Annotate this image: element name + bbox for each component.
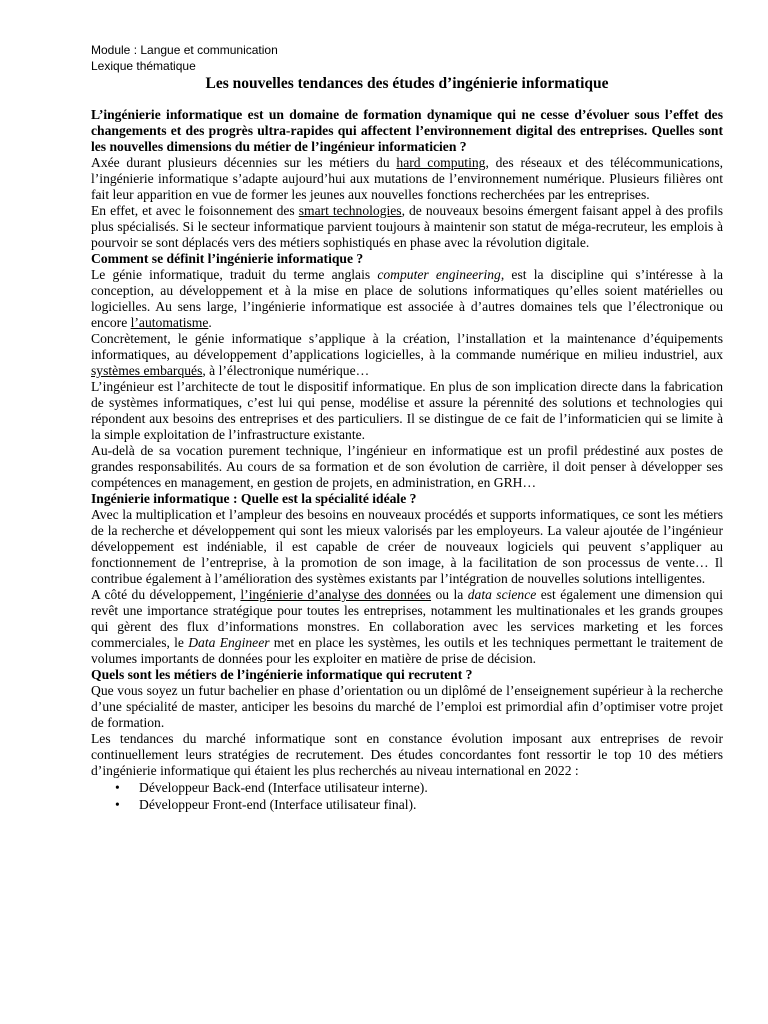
list-item-text: Développeur Back-end (Interface utilisateur interne). bbox=[139, 780, 428, 795]
paragraph-7: Avec la multiplication et l’ampleur des besoins en nouveaux procédés et supports informatiques, ce sont les métiers de la recherche et développement qui sont les mieux valorisés par les employeurs. La valeur ajoutée de l’ingénieur développement est indéniable, il est capable de créer de nouveaux logiciels qui peuvent s’appliquer au fonctionnement de l’entreprise, à la promotion de son image, à la facilitation de son processus de vente… Il contribue également à l’amélioration des systèmes existants par l’intégration de nouvelles solutions intelligentes. bbox=[91, 507, 723, 586]
section-heading-metiers: Quels sont les métiers de l’ingénierie informatique qui recrutent ? bbox=[91, 667, 473, 682]
smart-technologies-link[interactable]: smart technologies bbox=[298, 203, 402, 218]
paragraph-2 bbox=[91, 203, 723, 251]
paragraph-8-text-d: met en place les systèmes, les outils et les techniques permettant le traitement de volumes importants de données pour les exploiter en matière de prise de décision. bbox=[91, 635, 723, 666]
paragraph-8-text-a: A côté du développement, bbox=[91, 587, 241, 602]
analyse-donnees-link[interactable]: l’ingénierie d’analyse des données bbox=[240, 587, 432, 602]
job-list bbox=[91, 779, 723, 813]
paragraph-8-text-c: est également une dimension qui revêt une importance stratégique pour toutes les entreprises, notamment les multinationales et les grands groupes qui gèrent des flux d’informations monstres. En collaboration avec les services marketing et les forces commerciales, le bbox=[91, 587, 723, 650]
module-label: Module : Langue et communication bbox=[91, 43, 278, 57]
list-item bbox=[115, 796, 723, 813]
hard-computing-link[interactable]: hard computing bbox=[396, 155, 486, 170]
paragraph-8-text-b: ou la bbox=[431, 587, 468, 602]
paragraph-3 bbox=[91, 267, 723, 331]
section-heading-definition: Comment se définit l’ingénierie informatique ? bbox=[91, 251, 364, 266]
list-item-text: Développeur Front-end (Interface utilisateur final). bbox=[139, 797, 417, 812]
paragraph-2-text-b: , de nouveaux besoins émergent faisant appel à des profils plus spécialisés. Si le secteur informatique parvient toujours à maintenir son statut de méga-recruteur, les emplois à pourvoir se sont déplacés vers des métiers sophistiqués en phase avec la révolution digitale. bbox=[91, 203, 723, 250]
document-title: Les nouvelles tendances des études d’ingénierie informatique bbox=[205, 75, 609, 92]
bullet-icon: • bbox=[115, 797, 120, 812]
section-heading-specialite: Ingénierie informatique : Quelle est la spécialité idéale ? bbox=[91, 491, 417, 506]
paragraph-8-emphasis-2: Data Engineer bbox=[188, 635, 270, 650]
paragraph-4 bbox=[91, 331, 723, 379]
paragraph-4-text-a: Concrètement, le génie informatique s’applique à la création, l’installation et la maintenance d’équipements informatiques, au développement d’applications logicielles, à la commande numérique en milieu industriel, aux bbox=[91, 331, 723, 362]
paragraph-8 bbox=[91, 587, 723, 667]
paragraph-1 bbox=[91, 155, 723, 203]
paragraph-3-text-c: . bbox=[208, 315, 212, 330]
paragraph-9: Que vous soyez un futur bachelier en phase d’orientation ou un diplômé de l’enseignement supérieur à la recherche d’une spécialité de master, anticiper les besoins du marché de l’emploi est primordial afin d’optimiser votre projet de formation. bbox=[91, 683, 723, 730]
module-subtitle: Lexique thématique bbox=[91, 59, 196, 73]
bullet-icon: • bbox=[115, 780, 120, 795]
paragraph-8-emphasis-1: data science bbox=[467, 587, 537, 602]
paragraph-3-emphasis: computer engineering bbox=[377, 267, 501, 282]
paragraph-5: L’ingénieur est l’architecte de tout le dispositif informatique. En plus de son implication directe dans la fabrication de systèmes informatiques, c’est lui qui pense, modélise et assure la pérennité des solutions et technologies qui répondent aux besoins des entreprises et des particuliers. Il se distingue de ce fait de l’informaticien qui se limite à la simple exploitation de l’infrastructure existante. bbox=[91, 379, 723, 442]
paragraph-3-text-b: , est la discipline qui s’intéresse à la conception, au développement et à la mise en place de solutions informatiques qu’elles soient matérielles ou logicielles. Au sens large, l’ingénierie informatique est associée à d’autres domaines tels que l’électronique ou encore bbox=[91, 267, 724, 330]
paragraph-4-text-b: , à l’électronique numérique… bbox=[202, 363, 370, 378]
paragraph-3-text-a: Le génie informatique, traduit du terme anglais bbox=[91, 267, 378, 282]
automatisme-link[interactable]: l’automatisme bbox=[130, 315, 209, 330]
paragraph-1-text-a: Axée durant plusieurs décennies sur les métiers du bbox=[91, 155, 397, 170]
paragraph-6: Au-delà de sa vocation purement technique, l’ingénieur en informatique est un profil prédestiné aux postes de grandes responsabilités. Au cours de sa formation et de son évolution de carrière, il doit penser à développer ses compétences en management, en gestion de projets, en administration, en GRH… bbox=[91, 443, 723, 490]
paragraph-2-text-a: En effet, et avec le foisonnement des bbox=[91, 203, 299, 218]
systemes-embarques-link[interactable]: systèmes embarqués bbox=[91, 363, 203, 378]
paragraph-1-text-b: , des réseaux et des télécommunications, l’ingénierie informatique s’adapte aujourd’hui aux mutations de l’environnement numérique. Plusieurs filières ont fait leur apparition en vue de former les jeunes aux nouvelles fonctions recherchées par les entreprises. bbox=[91, 155, 724, 202]
list-item bbox=[115, 779, 723, 796]
paragraph-10: Les tendances du marché informatique sont en constance évolution imposant aux entreprises de revoir continuellement leurs stratégies de recrutement. Des études concordantes font ressortir le top 10 des métiers d’ingénierie informatique qui étaient les plus recherchés au niveau international en 2022 : bbox=[91, 731, 723, 778]
intro-paragraph: L’ingénierie informatique est un domaine de formation dynamique qui ne cesse d’évoluer sous l’effet des changements et des progrès ultra-rapides qui affectent l’environnement digital des entreprises. Quelles sont les nouvelles dimensions du métier de l’ingénieur informaticien ? bbox=[91, 107, 723, 154]
document-page bbox=[91, 42, 723, 813]
